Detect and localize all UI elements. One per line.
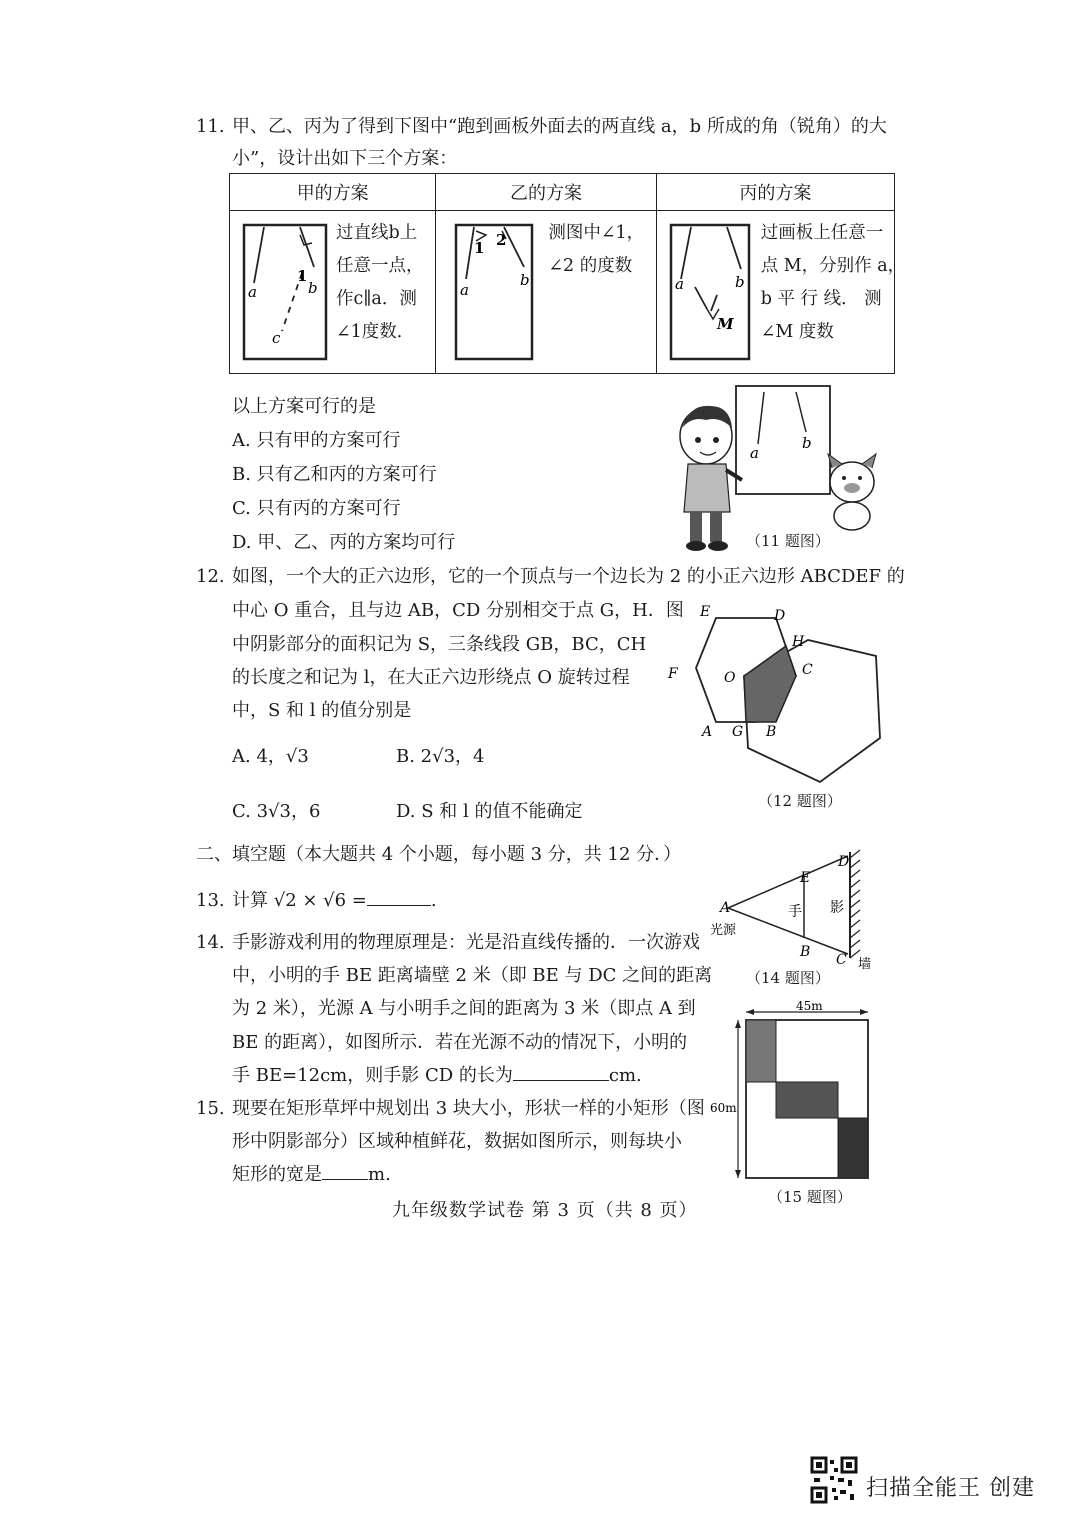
scheme-jia-title: 甲的方案 — [230, 174, 436, 211]
q12-label-F: F — [668, 666, 678, 682]
jia-label-b: b — [308, 279, 318, 297]
q14-label-C: C — [836, 952, 847, 968]
q14-number: 14. — [196, 932, 225, 953]
q14-caption: （14 题图） — [746, 969, 830, 987]
q14-line4: BE 的距离），如图所示．若在光源不动的情况下，小明的 — [232, 1032, 688, 1053]
q11-stem-line1: 甲、乙、丙为了得到下图中“跑到画板外面去的两直线 a，b 所成的角（锐角）的大 — [232, 116, 887, 137]
q14-line2: 中，小明的手 BE 距离墙壁 2 米（即 BE 与 DC 之间的距离 — [232, 965, 713, 986]
q12-label-E: E — [700, 604, 711, 620]
q12-line4: 的长度之和记为 l，在大正六边形绕点 O 旋转过程 — [232, 667, 630, 688]
yi-label-2: 2 — [496, 231, 507, 249]
q14-line3: 为 2 米），光源 A 与小明手之间的距离为 3 米（即点 A 到 — [232, 998, 696, 1019]
q11-option-c: C. 只有丙的方案可行 — [232, 498, 401, 519]
q11-stem-line2: 小”，设计出如下三个方案： — [232, 148, 458, 169]
section2-heading: 二、填空题（本大题共 4 个小题，每小题 3 分，共 12 分．） — [196, 844, 682, 865]
bing-label-a: a — [674, 275, 684, 293]
q11-board-label-a: a — [750, 444, 759, 462]
q14-label-A: A — [720, 900, 731, 916]
q15-answer-blank[interactable] — [322, 1179, 368, 1180]
bing-label-M: M — [716, 315, 734, 333]
scheme-bing-desc: 过画板上任意一 点 M，分别作 a， b 平 行 线． 测 ∠M 度数 — [760, 223, 906, 342]
q12-label-B: B — [766, 724, 777, 740]
q12-label-O: O — [724, 670, 736, 686]
q14-label-wall: 墙 — [858, 957, 872, 970]
q14-answer-blank[interactable] — [513, 1080, 609, 1081]
q14-figure — [706, 848, 878, 970]
q11-prompt: 以上方案可行的是 — [232, 396, 376, 417]
q11-board-label-b: b — [802, 434, 812, 452]
q12-option-c: C. 3√3，6 — [232, 801, 321, 822]
q15-figure — [708, 998, 878, 1182]
scheme-yi-title: 乙的方案 — [436, 174, 656, 211]
q11-option-d: D. 甲、乙、丙的方案均可行 — [232, 532, 456, 553]
q11-option-b: B. 只有乙和丙的方案可行 — [232, 464, 437, 485]
q13-text: 计算 √2 × √6 = . — [232, 890, 437, 911]
q14-label-E: E — [800, 870, 811, 886]
yi-label-1: 1 — [474, 239, 485, 257]
q12-label-D: D — [774, 608, 786, 624]
q13-answer-blank[interactable] — [367, 905, 431, 906]
jia-label-c: c — [272, 329, 281, 347]
q14-label-shadow: 影 — [830, 900, 844, 916]
q11-caption: （11 题图） — [746, 532, 830, 550]
q11-number: 11. — [196, 116, 225, 137]
q12-line2: 中心 O 重合，且与边 AB，CD 分别相交于点 G，H．图 — [232, 600, 684, 621]
q15-line1: 现要在矩形草坪中规划出 3 块大小，形状一样的小矩形（图 — [232, 1098, 705, 1119]
yi-label-a: a — [460, 281, 470, 299]
q12-label-H: H — [792, 634, 805, 650]
qr-code-icon — [810, 1456, 858, 1504]
q13-number: 13. — [196, 890, 225, 911]
q15-number: 15. — [196, 1098, 225, 1119]
q15-line2: 形中阴影部分）区域种植鲜花，数据如图所示，则每块小 — [232, 1131, 682, 1152]
q12-line3: 中阴影部分的面积记为 S，三条线段 GB，BC，CH — [232, 634, 647, 655]
yi-label-b: b — [520, 271, 530, 289]
q14-label-D: D — [838, 854, 850, 870]
scheme-yi-desc: 测图中∠1， ∠2 的度数 — [548, 223, 645, 276]
q12-line5: 中，S 和 l 的值分别是 — [232, 700, 412, 721]
q14-line5: 手 BE=12cm，则手影 CD 的长为 cm. — [232, 1065, 642, 1086]
q12-option-b: B. 2√3，4 — [396, 746, 485, 767]
q12-caption: （12 题图） — [758, 792, 842, 810]
q12-label-C: C — [802, 662, 813, 678]
scheme-bing-figure — [669, 223, 753, 363]
scanner-watermark: 扫描全能王 创建 — [866, 1476, 1035, 1501]
q15-label-width: 45m — [796, 999, 823, 1013]
scheme-bing-cell — [656, 211, 906, 374]
q14-label-B: B — [800, 944, 811, 960]
scheme-bing-title: 丙的方案 — [656, 174, 894, 211]
q12-line1: 如图，一个大的正六边形，它的一个顶点与一个边长为 2 的小正六边形 ABCDEF 的 — [232, 566, 905, 587]
child-illustration — [680, 406, 742, 551]
q12-option-a: A. 4，√3 — [232, 746, 309, 767]
q12-number: 12. — [196, 566, 225, 587]
q14-label-hand: 手 — [788, 904, 802, 920]
q12-label-G: G — [732, 724, 744, 740]
jia-label-a: a — [248, 283, 257, 301]
scheme-jia-cell — [230, 211, 436, 374]
q12-figure — [660, 598, 890, 786]
q15-caption: （15 题图） — [768, 1188, 852, 1206]
q12-label-A: A — [702, 724, 713, 740]
q15-label-height: 60m — [710, 1101, 737, 1115]
page-footer: 九年级数学试卷 第 3 页（共 8 页） — [392, 1200, 698, 1221]
q11-option-a: A. 只有甲的方案可行 — [232, 430, 401, 451]
q14-label-light: 光源 — [710, 923, 737, 938]
q15-line3: 矩形的宽是 m. — [232, 1164, 391, 1185]
bing-label-b: b — [734, 273, 745, 291]
q11-scheme-table — [229, 173, 906, 374]
jia-label-1: 1 — [297, 267, 308, 285]
scheme-yi-figure — [454, 223, 536, 363]
scheme-jia-desc: 过直线b上 任意一点， 作c∥a．测 ∠1度数． — [336, 223, 424, 342]
dog-illustration — [828, 454, 876, 530]
q14-line1: 手影游戏利用的物理原理是：光是沿直线传播的．一次游戏 — [232, 932, 700, 953]
scheme-jia-figure — [242, 223, 330, 363]
q12-option-d: D. S 和 l 的值不能确定 — [396, 801, 583, 822]
scheme-yi-cell — [436, 211, 656, 374]
